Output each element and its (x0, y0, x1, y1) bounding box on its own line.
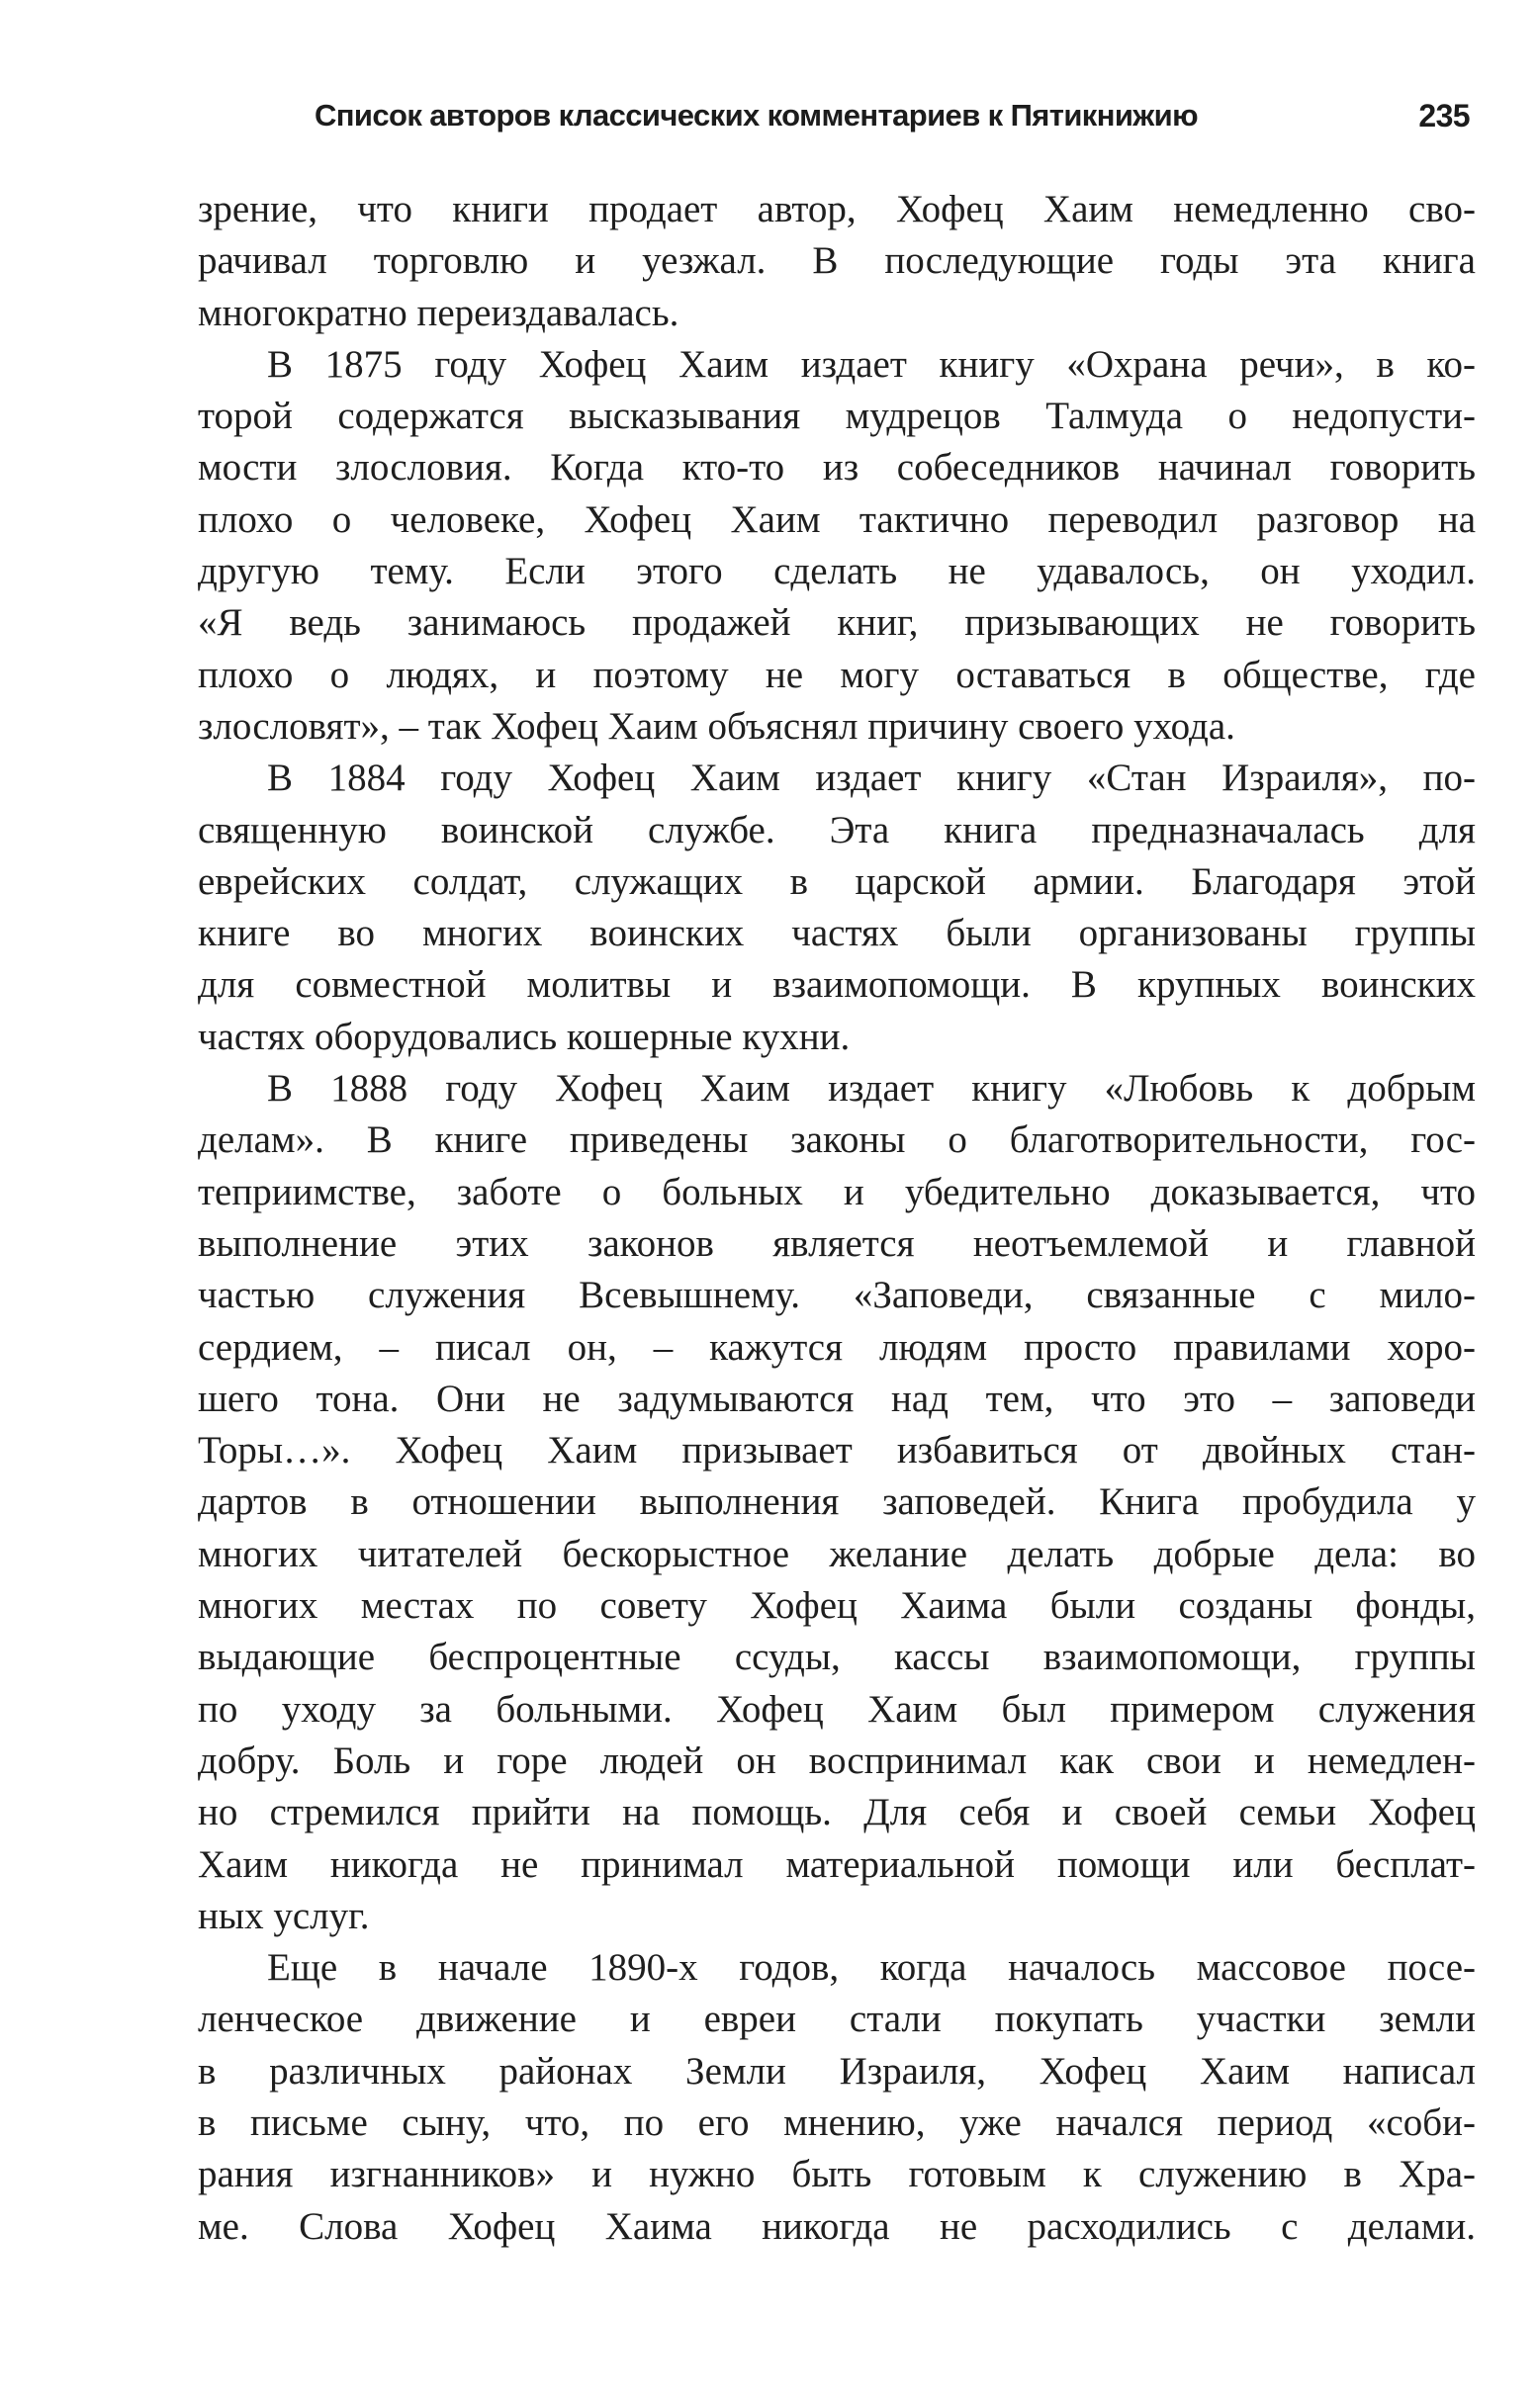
text-line: дартов в отношении выполнения заповедей. Книга пробудила у (198, 1480, 1476, 1524)
paragraph-first-line: В 1884 году Хофец Хаим издает книгу «Стан Израиля», по- (267, 757, 1476, 800)
text-line: зрение, что книги продает автор, Хофец Хаим немедленно сво- (198, 188, 1476, 230)
text-line: священную воинской службе. Эта книга предназначалась для (198, 808, 1476, 851)
paragraph-first-line: В 1875 году Хофец Хаим издает книгу «Охрана речи», в ко- (267, 342, 1476, 386)
text-line: злословят», – так Хофец Хаим объяснял причину своего ухода. (198, 704, 1235, 748)
page-number: 235 (1418, 97, 1470, 134)
text-line: но стремился прийти на помощь. Для себя и своей семьи Хофец (198, 1791, 1476, 1834)
text-line: многократно переиздавалась. (198, 291, 679, 334)
text-line: ных услуг. (198, 1894, 370, 1937)
text-line: еврейских солдат, служащих в царской армии. Благодаря этой (198, 859, 1476, 903)
text-line: в различных районах Земли Израиля, Хофец Хаим написал (198, 2049, 1476, 2093)
text-line: другую тему. Если этого сделать не удавалось, он уходил. (198, 550, 1476, 593)
running-title: Список авторов классических комментариев к Пятикнижию (315, 98, 1199, 133)
text-line: для совместной молитвы и взаимопомощи. В крупных воинских (198, 963, 1476, 1007)
text-line: добру. Боль и горе людей он воспринимал как свои и немедлен- (198, 1739, 1476, 1782)
body-text (198, 184, 1476, 2253)
text-line: делам». В книге приведены законы о благотворительности, гос- (198, 1118, 1476, 1162)
text-line: сердием, – писал он, – кажутся людям просто правилами хоро- (198, 1325, 1476, 1369)
running-header (315, 91, 1470, 140)
text-line: шего тона. Они не задумываются над тем, что это – заповеди (198, 1377, 1476, 1420)
text-line: мости злословия. Когда кто-то из собеседников начинал говорить (198, 446, 1476, 490)
text-line: теприимстве, заботе о больных и убедительно доказывается, что (198, 1170, 1476, 1213)
text-line: выдающие беспроцентные ссуды, кассы взаимопомощи, группы (198, 1636, 1476, 1679)
paragraph-first-line: В 1888 году Хофец Хаим издает книгу «Любовь к добрым (267, 1067, 1476, 1111)
text-line: многих местах по совету Хофец Хаима были созданы фонды, (198, 1584, 1476, 1628)
text-line: выполнение этих законов является неотъемлемой и главной (198, 1221, 1476, 1265)
text-line: Хаим никогда не принимал материальной помощи или бесплат- (198, 1842, 1476, 1886)
text-line: «Я ведь занимаюсь продажей книг, призывающих не говорить (198, 601, 1476, 645)
text-line: рачивал торговлю и уезжал. В последующие годы эта книга (198, 239, 1476, 283)
text-line: частью служения Всевышнему. «Заповеди, связанные с мило- (198, 1274, 1476, 1317)
text-line: частях оборудовались кошерные кухни. (198, 1015, 851, 1058)
text-line: рания изгнанников» и нужно быть готовым к служению в Хра- (198, 2153, 1476, 2196)
text-line: книге во многих воинских частях были организованы группы (198, 912, 1476, 955)
text-line: плохо о человеке, Хофец Хаим тактично переводил разговор на (198, 497, 1476, 541)
text-line: в письме сыну, что, по его мнению, уже начался период «соби- (198, 2100, 1476, 2144)
text-line: ме. Слова Хофец Хаима никогда не расходились с делами. (198, 2204, 1476, 2248)
text-line: по уходу за больными. Хофец Хаим был примером служения (198, 1687, 1476, 1731)
text-line: Торы…». Хофец Хаим призывает избавиться от двойных стан- (198, 1429, 1476, 1472)
text-line: многих читателей бескорыстное желание делать добрые дела: во (198, 1532, 1476, 1575)
text-line: ленческое движение и евреи стали покупать участки земли (198, 1998, 1476, 2041)
text-line: плохо о людях, и поэтому не могу оставаться в обществе, где (198, 653, 1476, 696)
text-line: торой содержатся высказывания мудрецов Талмуда о недопусти- (198, 395, 1476, 438)
paragraph-first-line: Еще в начале 1890-х годов, когда началось массовое посе- (267, 1946, 1476, 1990)
